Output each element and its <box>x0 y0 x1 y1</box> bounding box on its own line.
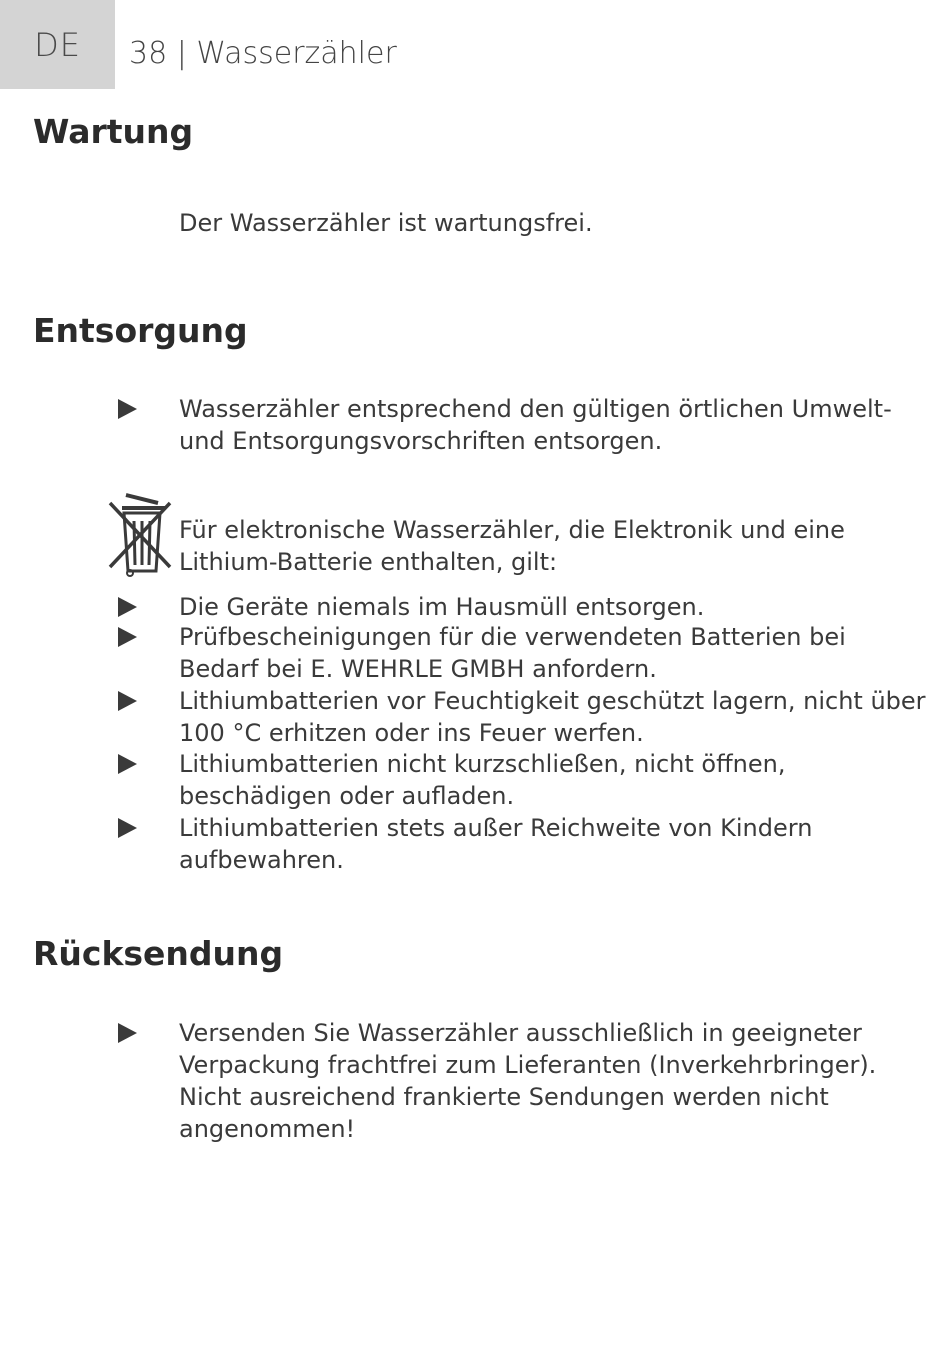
bullet-arrow-icon <box>118 1023 137 1043</box>
list-item-text: Lithiumbatterien vor Feuchtigkeit geschützt lagern, nicht über 100 °C erhitzen oder ins Feuer werfen. <box>179 687 926 747</box>
battery-note: Für elektronische Wasserzähler, die Elektronik und eine Lithium-Batterie enthalten, gilt: <box>179 516 845 576</box>
crossed-out-wheelie-bin-icon <box>106 491 174 577</box>
bullet-arrow-icon <box>118 691 137 711</box>
ruecksendung-instruction: Versenden Sie Wasserzähler ausschließlich in geeigneter Verpackung frachtfrei zum Lieferanten (Inverkehrbringer). Nicht ausreichend frankierte Sendungen werden nicht angenommen! <box>179 1019 877 1143</box>
bullet-arrow-icon <box>118 399 137 419</box>
bullet-arrow-icon <box>118 754 137 774</box>
list-item-text: Lithiumbatterien stets außer Reichweite von Kindern aufbewahren. <box>179 814 813 874</box>
list-item-text: Lithiumbatterien nicht kurzschließen, nicht öffnen, beschädigen oder aufladen. <box>179 750 786 810</box>
list-item-text: Die Geräte niemals im Hausmüll entsorgen. <box>179 593 705 621</box>
wartung-text: Der Wasserzähler ist wartungsfrei. <box>179 209 593 237</box>
bullet-arrow-icon <box>118 597 137 617</box>
list-item-text: Prüfbescheinigungen für die verwendeten Batterien bei Bedarf bei E. WEHRLE GMBH anfordern. <box>179 623 846 683</box>
page-header: 38 | Wasserzähler <box>129 36 397 71</box>
section-heading-ruecksendung: Rücksendung <box>33 934 284 973</box>
section-heading-wartung: Wartung <box>33 112 194 151</box>
language-badge: DE <box>0 0 115 89</box>
bullet-arrow-icon <box>118 818 137 838</box>
entsorgung-instruction: Wasserzähler entsprechend den gültigen örtlichen Umwelt- und Entsorgungsvorschriften entsorgen. <box>179 395 892 455</box>
section-heading-entsorgung: Entsorgung <box>33 311 248 350</box>
bullet-arrow-icon <box>118 627 137 647</box>
